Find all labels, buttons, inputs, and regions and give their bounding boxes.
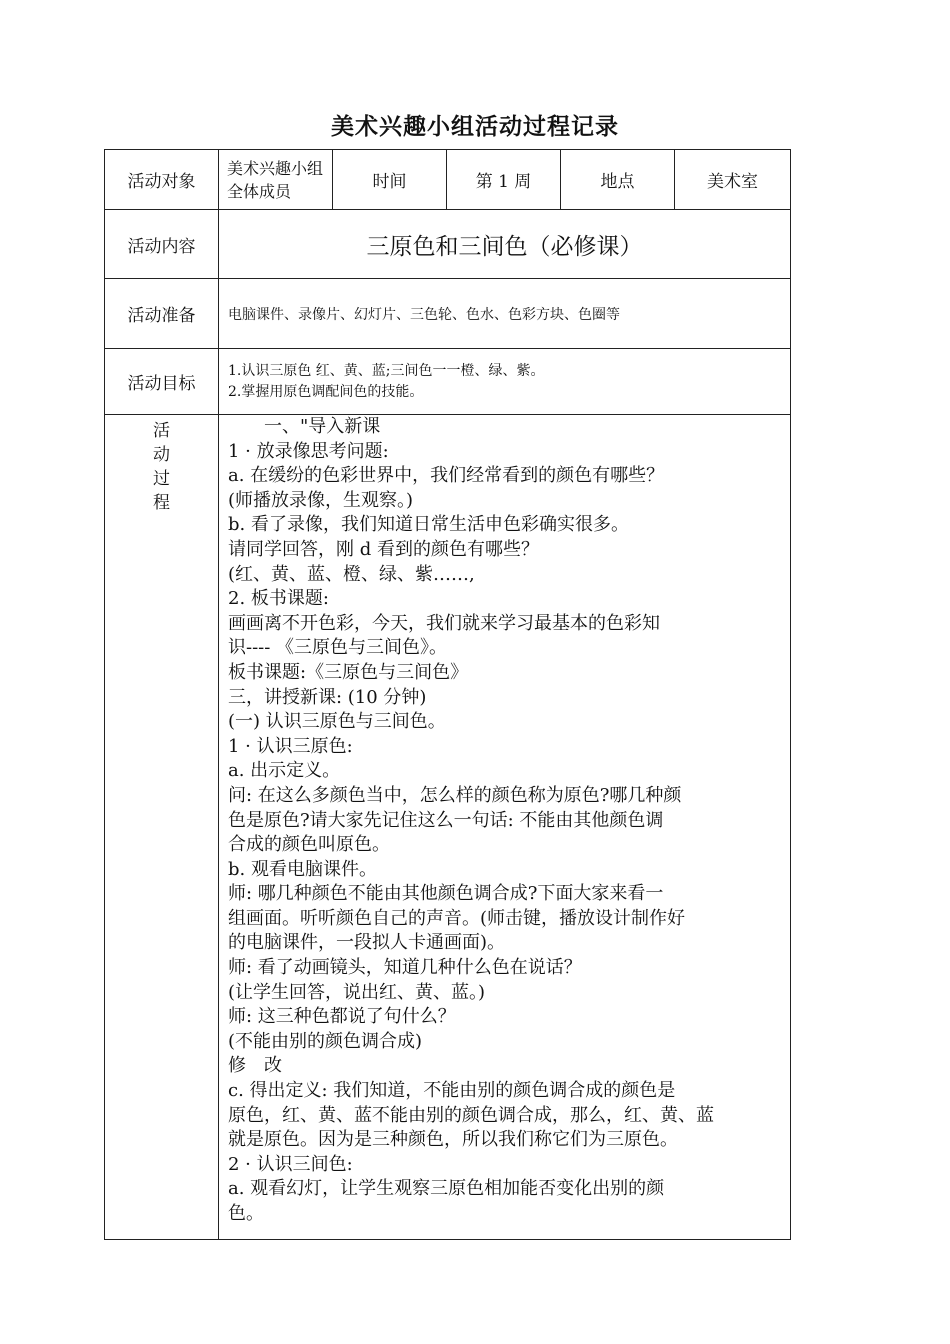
process-line: 就是原色。因为是三种颜色，所以我们称它们为三原色。: [228, 1129, 678, 1151]
content-value: 三原色和三间色（必修课）: [219, 210, 791, 279]
process-line: b. 观看电脑课件。: [228, 858, 377, 880]
process-line: 1 · 放录像思考问题:: [228, 440, 389, 462]
process-line: a. 观看幻灯，让学生观察三原色相加能否变化出别的颜: [228, 1178, 665, 1200]
goal-line-1: 1.认识三原色 红、黄、蓝;三间色一一橙、绿、紫。: [228, 362, 545, 379]
preparation-label: 活动准备: [105, 279, 219, 349]
place-value: 美术室: [675, 150, 791, 210]
process-line: (红、黄、蓝、橙、绿、紫……,: [228, 563, 475, 585]
time-label: 时间: [333, 150, 447, 210]
goals-label: 活动目标: [105, 349, 219, 415]
process-lines: [228, 415, 790, 1227]
process-line: 师: 这三种色都说了句什么？: [228, 1006, 456, 1028]
process-line: 三，讲授新课: (10 分钟): [228, 686, 427, 708]
content-label: 活动内容: [105, 210, 219, 279]
process-row: [105, 415, 791, 1240]
process-line: c. 得出定义: 我们知道，不能由别的颜色调合成的颜色是: [228, 1080, 676, 1102]
target-value: 美术兴趣小组全体成员: [219, 150, 333, 210]
activity-record-table: [104, 149, 791, 1240]
goal-line-2: 2.掌握用原色调配间色的技能。: [228, 383, 424, 400]
preparation-row: [105, 279, 791, 349]
process-line: 修 改: [228, 1055, 282, 1077]
process-line: 2. 板书课题:: [228, 588, 329, 610]
process-line: 原色，红、黄、蓝不能由别的颜色调合成，那么，红、黄、蓝: [228, 1104, 714, 1126]
process-line: (不能由别的颜色调合成): [228, 1030, 423, 1052]
process-line: 色。: [228, 1203, 264, 1224]
goals-cell: [219, 349, 791, 415]
process-line: (一) 认识三原色与三间色。: [228, 711, 446, 733]
process-line: 师: 看了动画镜头，知道几种什么色在说话？: [228, 957, 582, 979]
time-value: 第 1 周: [447, 150, 561, 210]
process-line: 1 · 认识三原色:: [228, 735, 353, 757]
process-content: [219, 415, 791, 1240]
process-line: 问: 在这么多颜色当中，怎么样的颜色称为原色?哪几种颜: [228, 784, 682, 806]
goals-row: [105, 349, 791, 415]
process-line: (让学生回答，说出红、黄、蓝。): [228, 981, 486, 1003]
process-line: 师: 哪几种颜色不能由其他颜色调合成?下面大家来看一: [228, 883, 664, 905]
process-line: 画画离不开色彩，今天，我们就来学习最基本的色彩知: [228, 612, 660, 634]
process-label: 活动过程: [153, 421, 170, 513]
process-line: 请同学回答，刚 d 看到的颜色有哪些？: [228, 538, 539, 560]
process-line: 2 · 认识三间色:: [228, 1153, 353, 1175]
process-line: 色是原色?请大家先记住这么一句话: 不能由其他颜色调: [228, 809, 664, 831]
process-line: 合成的颜色叫原色。: [228, 834, 390, 856]
process-line: 组画面。听听颜色自己的声音。(师击键，播放设计制作好: [228, 907, 686, 929]
process-line: 识---- 《三原色与三间色》。: [228, 637, 448, 659]
process-line: a. 在缓纷的色彩世界中，我们经常看到的颜色有哪些？: [228, 465, 665, 487]
process-label-cell: [105, 415, 219, 1240]
target-label: 活动对象: [105, 150, 219, 210]
process-line: a. 出示定义。: [228, 760, 341, 782]
process-line: 的电脑课件，一段拟人卡通画面)。: [228, 932, 506, 954]
header-row: [105, 150, 791, 210]
process-line: 板书课题:《三原色与三间色》: [228, 661, 469, 683]
place-label: 地点: [561, 150, 675, 210]
content-row: [105, 210, 791, 279]
process-line: (师播放录像，生观察。): [228, 489, 414, 511]
process-line: 一、"导入新课: [228, 416, 381, 437]
process-line: b. 看了录像，我们知道日常生活申色彩确实很多。: [228, 514, 629, 536]
page-title: 美术兴趣小组活动过程记录: [331, 113, 619, 140]
preparation-value: 电脑课件、录像片、幻灯片、三色轮、色水、色彩方块、色圈等: [219, 279, 791, 349]
